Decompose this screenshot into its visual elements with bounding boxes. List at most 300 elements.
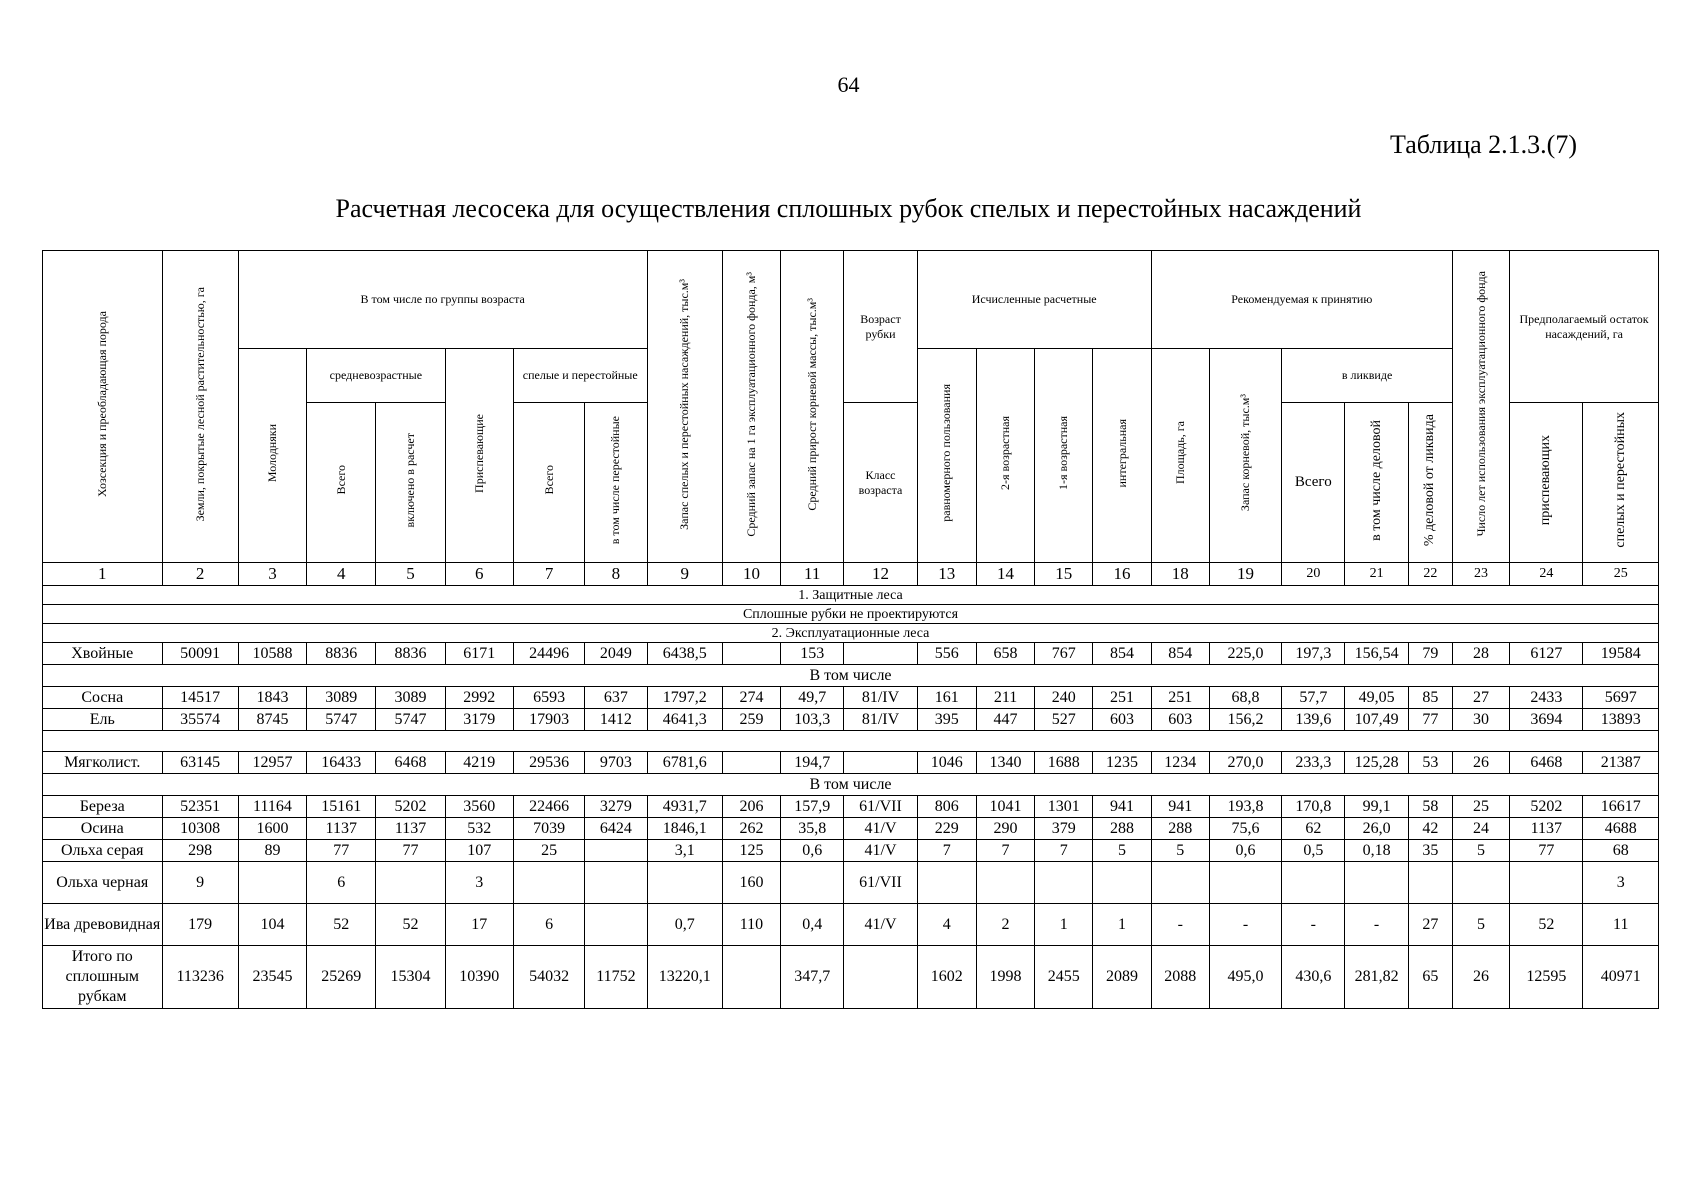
- data-cell: 3: [445, 862, 513, 904]
- column-number: 16: [1093, 563, 1151, 586]
- header-col-11: [781, 251, 844, 563]
- data-cell: 53: [1408, 752, 1452, 774]
- data-cell: 81/IV: [844, 687, 917, 709]
- table-row: [43, 752, 1659, 774]
- section-row: [43, 605, 1659, 624]
- data-cell: 6: [513, 904, 584, 946]
- header-text: % деловой от ликвида: [1422, 413, 1438, 547]
- data-cell: 6593: [513, 687, 584, 709]
- data-cell: 658: [976, 643, 1034, 665]
- data-cell: 26: [1452, 752, 1509, 774]
- data-cell: 6438,5: [647, 643, 722, 665]
- data-cell: 7: [1035, 840, 1093, 862]
- data-cell: 49,7: [781, 687, 844, 709]
- data-cell: 5: [1452, 904, 1509, 946]
- data-cell: 854: [1151, 643, 1209, 665]
- header-text: Земли, покрытые лесной растительностью, га: [192, 286, 207, 522]
- data-cell: 156,54: [1345, 643, 1408, 665]
- table-row: [43, 796, 1659, 818]
- table-body: [43, 563, 1659, 1009]
- data-cell: 6: [307, 862, 376, 904]
- data-cell: 1998: [976, 946, 1034, 1009]
- data-cell: 4931,7: [647, 796, 722, 818]
- header-group-age: В том числе по группы возраста: [238, 251, 647, 349]
- data-cell: [1151, 862, 1209, 904]
- data-cell: -: [1151, 904, 1209, 946]
- data-cell: 1846,1: [647, 818, 722, 840]
- data-cell: 58: [1408, 796, 1452, 818]
- data-cell: [585, 904, 647, 946]
- subgroup-label: В том числе: [43, 774, 1659, 796]
- data-cell: 7: [917, 840, 976, 862]
- data-cell: 30: [1452, 709, 1509, 731]
- section-row: [43, 624, 1659, 643]
- data-cell: 107,49: [1345, 709, 1408, 731]
- data-cell: 7: [976, 840, 1034, 862]
- data-cell: 7039: [513, 818, 584, 840]
- row-label: Ель: [43, 709, 163, 731]
- data-cell: 767: [1035, 643, 1093, 665]
- data-cell: 25269: [307, 946, 376, 1009]
- data-cell: 12957: [238, 752, 306, 774]
- data-cell: 103,3: [781, 709, 844, 731]
- data-cell: 110: [722, 904, 780, 946]
- data-cell: 5: [1452, 840, 1509, 862]
- column-number: 24: [1510, 563, 1583, 586]
- data-cell: 4641,3: [647, 709, 722, 731]
- data-cell: 3: [1583, 862, 1659, 904]
- data-cell: 35,8: [781, 818, 844, 840]
- table-row: [43, 862, 1659, 904]
- data-cell: 281,82: [1345, 946, 1408, 1009]
- data-cell: 65: [1408, 946, 1452, 1009]
- header-col-5: [376, 403, 445, 563]
- data-cell: [844, 946, 917, 1009]
- data-cell: 0,4: [781, 904, 844, 946]
- data-cell: 41/V: [844, 904, 917, 946]
- data-cell: 1602: [917, 946, 976, 1009]
- header-col-21: [1345, 403, 1408, 563]
- header-text: Приспевающие: [471, 413, 486, 493]
- row-label: Мягколист.: [43, 752, 163, 774]
- column-number: 14: [976, 563, 1034, 586]
- data-cell: 125: [722, 840, 780, 862]
- data-cell: 806: [917, 796, 976, 818]
- header-text: включено в расчет: [403, 432, 418, 528]
- data-cell: 1234: [1151, 752, 1209, 774]
- data-cell: 3089: [307, 687, 376, 709]
- data-cell: 24496: [513, 643, 584, 665]
- data-cell: 77: [1408, 709, 1452, 731]
- header-cutting-age: Возраст рубки: [844, 251, 917, 403]
- data-cell: 52351: [162, 796, 238, 818]
- row-label: Ива древовидная: [43, 904, 163, 946]
- data-cell: [1452, 862, 1509, 904]
- data-cell: 4688: [1583, 818, 1659, 840]
- data-cell: 5: [1151, 840, 1209, 862]
- data-cell: 2992: [445, 687, 513, 709]
- data-cell: 17903: [513, 709, 584, 731]
- data-cell: 6424: [585, 818, 647, 840]
- data-cell: 179: [162, 904, 238, 946]
- data-cell: 23545: [238, 946, 306, 1009]
- data-cell: 77: [307, 840, 376, 862]
- data-cell: 251: [1151, 687, 1209, 709]
- data-cell: 556: [917, 643, 976, 665]
- column-number: 2: [162, 563, 238, 586]
- blank-row: [43, 731, 1659, 752]
- header-col-12: Класс возраста: [844, 403, 917, 563]
- data-cell: [1408, 862, 1452, 904]
- header-text: приспевающих: [1538, 434, 1554, 526]
- data-cell: 77: [1510, 840, 1583, 862]
- data-cell: [1035, 862, 1093, 904]
- data-cell: 16433: [307, 752, 376, 774]
- section-protective: 1. Защитные леса: [43, 586, 1659, 605]
- data-cell: 52: [376, 904, 445, 946]
- data-cell: 193,8: [1209, 796, 1281, 818]
- data-cell: 1340: [976, 752, 1034, 774]
- data-cell: 25: [513, 840, 584, 862]
- data-cell: 57,7: [1282, 687, 1345, 709]
- header-col-1: [43, 251, 163, 563]
- data-cell: 1137: [307, 818, 376, 840]
- data-cell: 6127: [1510, 643, 1583, 665]
- data-cell: 854: [1093, 643, 1151, 665]
- data-cell: 25: [1452, 796, 1509, 818]
- data-cell: [722, 946, 780, 1009]
- data-cell: 24: [1452, 818, 1509, 840]
- data-cell: [238, 862, 306, 904]
- data-cell: 5202: [1510, 796, 1583, 818]
- table-row: [43, 946, 1659, 1009]
- data-cell: [585, 862, 647, 904]
- row-label: Ольха черная: [43, 862, 163, 904]
- data-cell: 2049: [585, 643, 647, 665]
- header-col-23: [1452, 251, 1509, 563]
- data-cell: 2433: [1510, 687, 1583, 709]
- header-text: равномерного пользования: [939, 384, 954, 522]
- data-cell: 1235: [1093, 752, 1151, 774]
- data-cell: 1: [1093, 904, 1151, 946]
- table-row: [43, 643, 1659, 665]
- data-cell: 104: [238, 904, 306, 946]
- header-text: Всего: [541, 465, 556, 495]
- data-cell: 11752: [585, 946, 647, 1009]
- data-cell: 13893: [1583, 709, 1659, 731]
- data-cell: 68,8: [1209, 687, 1281, 709]
- header-col-10: [722, 251, 780, 563]
- header-text: Хозсекция и преобладающая порода: [94, 311, 109, 497]
- subgroup-label: В том числе: [43, 665, 1659, 687]
- header-text: Площадь, га: [1172, 421, 1187, 485]
- column-number: 20: [1282, 563, 1345, 586]
- table-row: [43, 731, 1659, 752]
- table-reference: Таблица 2.1.3.(7): [1389, 130, 1577, 159]
- table-row: [43, 818, 1659, 840]
- data-cell: 3,1: [647, 840, 722, 862]
- table-row: [43, 904, 1659, 946]
- data-cell: 160: [722, 862, 780, 904]
- data-cell: 603: [1093, 709, 1151, 731]
- data-cell: 6468: [376, 752, 445, 774]
- data-cell: 2455: [1035, 946, 1093, 1009]
- row-label: Береза: [43, 796, 163, 818]
- section-exploitation: 2. Эксплуатационные леса: [43, 624, 1659, 643]
- data-cell: 2: [976, 904, 1034, 946]
- data-cell: 113236: [162, 946, 238, 1009]
- data-cell: 6781,6: [647, 752, 722, 774]
- data-cell: 0,6: [781, 840, 844, 862]
- header-calculated: Исчисленные расчетные: [917, 251, 1151, 349]
- header-col-18: [1151, 349, 1209, 563]
- section-not-planned: Сплошные рубки не проектируются: [43, 605, 1659, 624]
- column-number: 23: [1452, 563, 1509, 586]
- data-cell: 8836: [307, 643, 376, 665]
- header-text: Всего: [333, 465, 348, 495]
- data-cell: 157,9: [781, 796, 844, 818]
- column-number: 4: [307, 563, 376, 586]
- data-cell: 49,05: [1345, 687, 1408, 709]
- column-number: 13: [917, 563, 976, 586]
- header-remaining: Предполагаемый остаток насаждений, га: [1510, 251, 1659, 403]
- data-cell: 3560: [445, 796, 513, 818]
- data-cell: 270,0: [1209, 752, 1281, 774]
- data-cell: 35: [1408, 840, 1452, 862]
- data-cell: 153: [781, 643, 844, 665]
- data-cell: 89: [238, 840, 306, 862]
- data-cell: 125,28: [1345, 752, 1408, 774]
- header-col-19: [1209, 349, 1281, 563]
- column-number: 7: [513, 563, 584, 586]
- column-number: 10: [722, 563, 780, 586]
- data-cell: 21387: [1583, 752, 1659, 774]
- data-cell: [844, 643, 917, 665]
- data-cell: [585, 840, 647, 862]
- data-cell: [722, 752, 780, 774]
- data-cell: 274: [722, 687, 780, 709]
- table-row: [43, 840, 1659, 862]
- data-cell: 240: [1035, 687, 1093, 709]
- data-cell: 77: [376, 840, 445, 862]
- header-col-14: [976, 349, 1034, 563]
- data-cell: 11: [1583, 904, 1659, 946]
- data-cell: 35574: [162, 709, 238, 731]
- data-cell: 3089: [376, 687, 445, 709]
- data-cell: [976, 862, 1034, 904]
- data-cell: 0,7: [647, 904, 722, 946]
- header-text: в том числе перестойные: [608, 415, 623, 545]
- data-cell: 10390: [445, 946, 513, 1009]
- data-cell: 1301: [1035, 796, 1093, 818]
- data-cell: 347,7: [781, 946, 844, 1009]
- data-cell: 156,2: [1209, 709, 1281, 731]
- header-col-13: [917, 349, 976, 563]
- column-number: 19: [1209, 563, 1281, 586]
- data-cell: 206: [722, 796, 780, 818]
- header-text: спелых и перестойных: [1612, 412, 1628, 548]
- data-cell: 3179: [445, 709, 513, 731]
- data-cell: 15304: [376, 946, 445, 1009]
- data-cell: [722, 643, 780, 665]
- table-header: [43, 251, 1659, 563]
- data-cell: 26: [1452, 946, 1509, 1009]
- data-cell: 9: [162, 862, 238, 904]
- data-cell: 5747: [376, 709, 445, 731]
- data-cell: -: [1345, 904, 1408, 946]
- data-cell: [376, 862, 445, 904]
- data-cell: 41/V: [844, 840, 917, 862]
- row-label: Осина: [43, 818, 163, 840]
- data-cell: 1412: [585, 709, 647, 731]
- data-cell: 447: [976, 709, 1034, 731]
- data-cell: 1600: [238, 818, 306, 840]
- data-cell: 637: [585, 687, 647, 709]
- data-cell: 5697: [1583, 687, 1659, 709]
- data-cell: 4: [917, 904, 976, 946]
- data-cell: 225,0: [1209, 643, 1281, 665]
- data-cell: 10588: [238, 643, 306, 665]
- header-text: 2-я возрастная: [998, 415, 1013, 490]
- header-middle-aged: средневозрастные: [307, 349, 446, 403]
- data-cell: 81/IV: [844, 709, 917, 731]
- page-number: 64: [837, 72, 860, 97]
- header-text: Средний запас на 1 га эксплуатационного фонда, м³: [743, 271, 758, 537]
- data-cell: 63145: [162, 752, 238, 774]
- data-cell: 6468: [1510, 752, 1583, 774]
- data-cell: 42: [1408, 818, 1452, 840]
- data-cell: 532: [445, 818, 513, 840]
- data-cell: 10308: [162, 818, 238, 840]
- column-number: 5: [376, 563, 445, 586]
- header-col-25: [1583, 403, 1659, 563]
- data-cell: 1137: [1510, 818, 1583, 840]
- data-cell: 40971: [1583, 946, 1659, 1009]
- data-cell: 2089: [1093, 946, 1151, 1009]
- header-col-15: [1035, 349, 1093, 563]
- header-text: Запас корневой, тыс.м³: [1238, 394, 1253, 512]
- header-col-20: Всего: [1282, 403, 1345, 563]
- data-cell: 430,6: [1282, 946, 1345, 1009]
- data-cell: 1046: [917, 752, 976, 774]
- header-col-8: [585, 403, 647, 563]
- data-cell: 85: [1408, 687, 1452, 709]
- data-cell: 941: [1151, 796, 1209, 818]
- data-cell: 22466: [513, 796, 584, 818]
- data-cell: [844, 752, 917, 774]
- header-recommended: Рекомендуемая к принятию: [1151, 251, 1452, 349]
- data-cell: [1345, 862, 1408, 904]
- data-cell: [781, 862, 844, 904]
- data-cell: 27: [1452, 687, 1509, 709]
- header-col-2: [162, 251, 238, 563]
- data-cell: 1137: [376, 818, 445, 840]
- data-cell: 16617: [1583, 796, 1659, 818]
- data-cell: 61/VII: [844, 862, 917, 904]
- header-text: в том числе деловой: [1368, 419, 1384, 541]
- data-cell: 9703: [585, 752, 647, 774]
- header-text: интегральная: [1114, 418, 1129, 488]
- data-cell: 99,1: [1345, 796, 1408, 818]
- data-cell: [1510, 862, 1583, 904]
- header-text: Запас спелых и перестойных насаждений, тыс.м³: [677, 278, 692, 530]
- data-cell: 26,0: [1345, 818, 1408, 840]
- data-cell: 52: [1510, 904, 1583, 946]
- header-col-7: [513, 403, 584, 563]
- column-number: 8: [585, 563, 647, 586]
- data-cell: -: [1282, 904, 1345, 946]
- data-cell: 194,7: [781, 752, 844, 774]
- data-cell: 527: [1035, 709, 1093, 731]
- header-text: 1-я возрастная: [1056, 415, 1071, 490]
- data-cell: 79: [1408, 643, 1452, 665]
- data-cell: 233,3: [1282, 752, 1345, 774]
- data-cell: 161: [917, 687, 976, 709]
- data-cell: 52: [307, 904, 376, 946]
- data-cell: [1282, 862, 1345, 904]
- header-col-16: [1093, 349, 1151, 563]
- column-number: 9: [647, 563, 722, 586]
- data-cell: 27: [1408, 904, 1452, 946]
- forest-cutting-table: [42, 250, 1659, 1009]
- data-cell: 17: [445, 904, 513, 946]
- row-label: Сосна: [43, 687, 163, 709]
- column-number: 22: [1408, 563, 1452, 586]
- data-cell: 941: [1093, 796, 1151, 818]
- data-cell: 379: [1035, 818, 1093, 840]
- header-col-24: [1510, 403, 1583, 563]
- data-cell: 1688: [1035, 752, 1093, 774]
- data-cell: 251: [1093, 687, 1151, 709]
- table-row: [43, 774, 1659, 796]
- header-text: Молодняки: [264, 423, 279, 483]
- data-cell: 2088: [1151, 946, 1209, 1009]
- data-cell: 19584: [1583, 643, 1659, 665]
- data-cell: 5202: [376, 796, 445, 818]
- section-row: [43, 586, 1659, 605]
- header-text: Число лет использования эксплуатационного фонда: [1473, 271, 1488, 537]
- column-number: 18: [1151, 563, 1209, 586]
- data-cell: 1: [1035, 904, 1093, 946]
- data-cell: 139,6: [1282, 709, 1345, 731]
- data-cell: 68: [1583, 840, 1659, 862]
- header-text: Средний прирост корневой массы, тыс.м³: [804, 297, 819, 511]
- data-cell: 15161: [307, 796, 376, 818]
- header-col-3: [238, 349, 306, 563]
- data-cell: 41/V: [844, 818, 917, 840]
- data-cell: 395: [917, 709, 976, 731]
- column-number: 15: [1035, 563, 1093, 586]
- table-row: [43, 687, 1659, 709]
- header-col-22: [1408, 403, 1452, 563]
- data-cell: 259: [722, 709, 780, 731]
- column-number: 1: [43, 563, 163, 586]
- data-cell: 211: [976, 687, 1034, 709]
- data-cell: 1041: [976, 796, 1034, 818]
- data-cell: 8836: [376, 643, 445, 665]
- row-label: Итого по сплошным рубкам: [43, 946, 163, 1009]
- header-col-6: [445, 349, 513, 563]
- data-cell: 107: [445, 840, 513, 862]
- data-cell: 0,18: [1345, 840, 1408, 862]
- data-cell: [917, 862, 976, 904]
- column-number: 6: [445, 563, 513, 586]
- data-cell: 1797,2: [647, 687, 722, 709]
- header-ripe-overripe: спелые и перестойные: [513, 349, 647, 403]
- data-cell: 11164: [238, 796, 306, 818]
- row-label: Ольха серая: [43, 840, 163, 862]
- data-cell: 5747: [307, 709, 376, 731]
